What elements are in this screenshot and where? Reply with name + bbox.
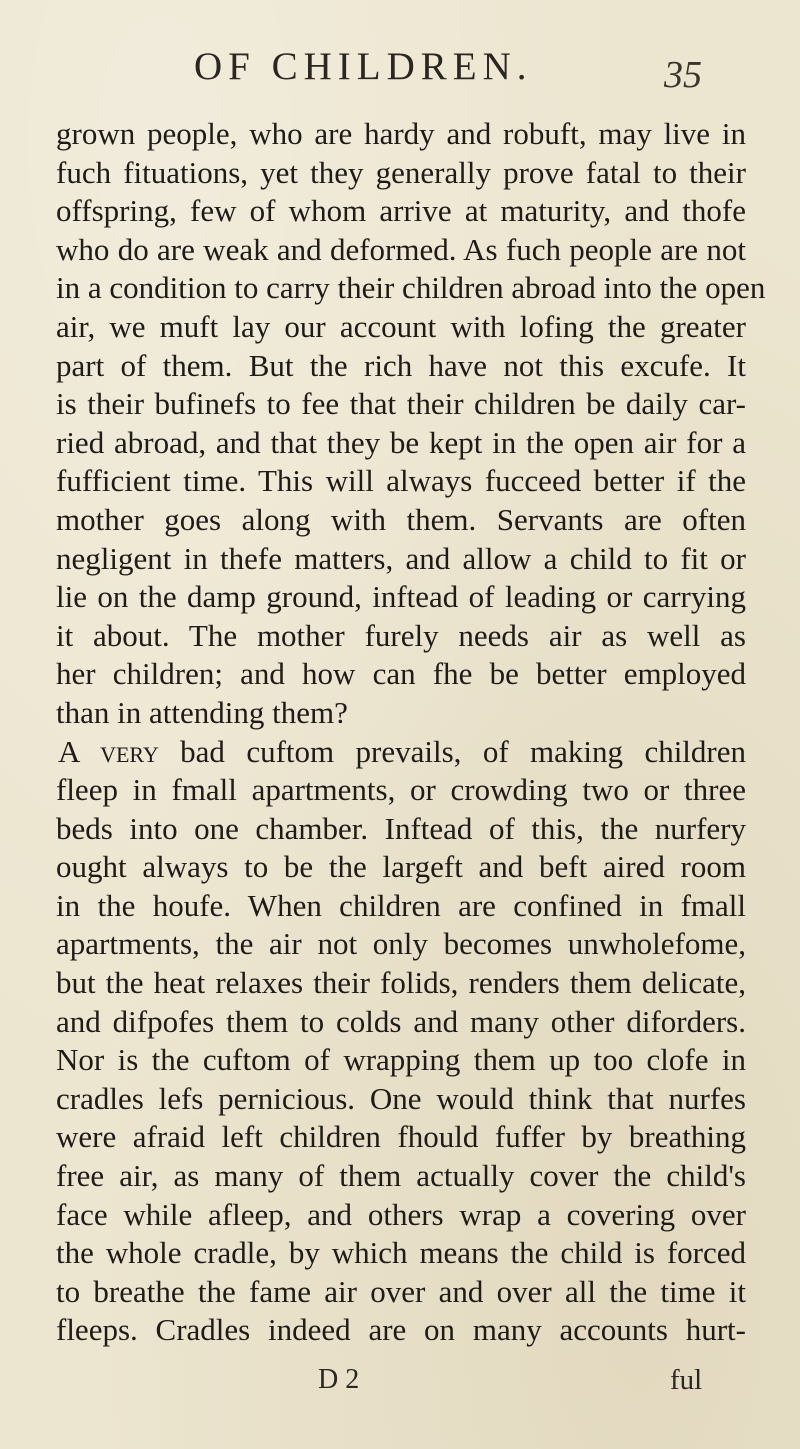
text-line: to breathe the fame air over and over all the time it — [56, 1273, 746, 1309]
text-line: but the heat relaxes their folids, renders them delicate, — [56, 965, 746, 1001]
text-line: air, we muft lay our account with lofing the greater — [56, 308, 746, 344]
text-line: apartments, the air not only becomes unwholefome, — [56, 926, 746, 962]
paragraph-1 — [56, 115, 766, 733]
text-line: lie on the damp ground, inftead of leading or carrying — [56, 579, 746, 615]
signature-mark: D 2 — [318, 1364, 360, 1395]
text-line: beds into one chamber. Inftead of this, the nurfery — [56, 810, 746, 846]
text-line: were afraid left children fhould fuffer by breathing — [56, 1119, 746, 1155]
text-line: it about. The mother furely needs air as well as — [56, 617, 746, 653]
text-line: fleeps. Cradles indeed are on many accounts hurt- — [56, 1312, 746, 1348]
text-line: the whole cradle, by which means the child is forced — [56, 1235, 746, 1271]
text-line: mother goes along with them. Servants are often — [56, 501, 746, 537]
text-line: in a condition to carry their children abroad into the open — [56, 270, 766, 306]
text-line: offspring, few of whom arrive at maturity, and thofe — [56, 193, 746, 229]
running-head: OF CHILDREN. — [194, 45, 533, 88]
text-line: fleep in fmall apartments, or crowding two or three — [56, 772, 746, 808]
text-line: than in attending them? — [56, 694, 348, 730]
text-line: face while afleep, and others wrap a covering over — [56, 1196, 746, 1232]
page-footer — [0, 1360, 800, 1400]
text-line: grown people, who are hardy and robuft, may live in — [56, 116, 746, 151]
text-line: cradles lefs pernicious. One would think that nurfes — [56, 1080, 746, 1116]
text-line: fuch fituations, yet they generally prove fatal to their — [56, 154, 746, 190]
text-line: part of them. But the rich have not this excufe. It — [56, 347, 746, 383]
text-line: ought always to be the largeft and beft aired room — [56, 849, 746, 885]
text-line — [56, 733, 746, 772]
text-line: her children; and how can fhe be better employed — [56, 656, 746, 692]
text-line: and difpofes them to colds and many other diforders. — [56, 1003, 746, 1039]
text-line: negligent in thefe matters, and allow a child to fit or — [56, 540, 746, 576]
paragraph-lead: A very — [58, 733, 159, 769]
text-line: free air, as many of them actually cover the child's — [56, 1158, 746, 1194]
text-line: in the houfe. When children are confined in fmall — [56, 887, 746, 923]
catchword: ful — [670, 1364, 703, 1396]
text-line: fufficient time. This will always fucceed better if the — [56, 463, 746, 499]
text-line: is their bufinefs to fee that their children be daily car- — [56, 386, 746, 422]
text-line: who do are weak and deformed. As fuch people are not — [56, 231, 746, 267]
paragraph-first-line-rest: bad cuftom prevails, of making children — [180, 733, 747, 769]
page-body — [56, 115, 766, 1350]
text-line: ried abroad, and that they be kept in the open air for a — [56, 424, 746, 460]
paragraph-2 — [56, 733, 746, 1351]
page-header — [0, 42, 800, 96]
page-number: 35 — [664, 54, 702, 96]
text-line: Nor is the cuftom of wrapping them up too clofe in — [56, 1042, 746, 1078]
